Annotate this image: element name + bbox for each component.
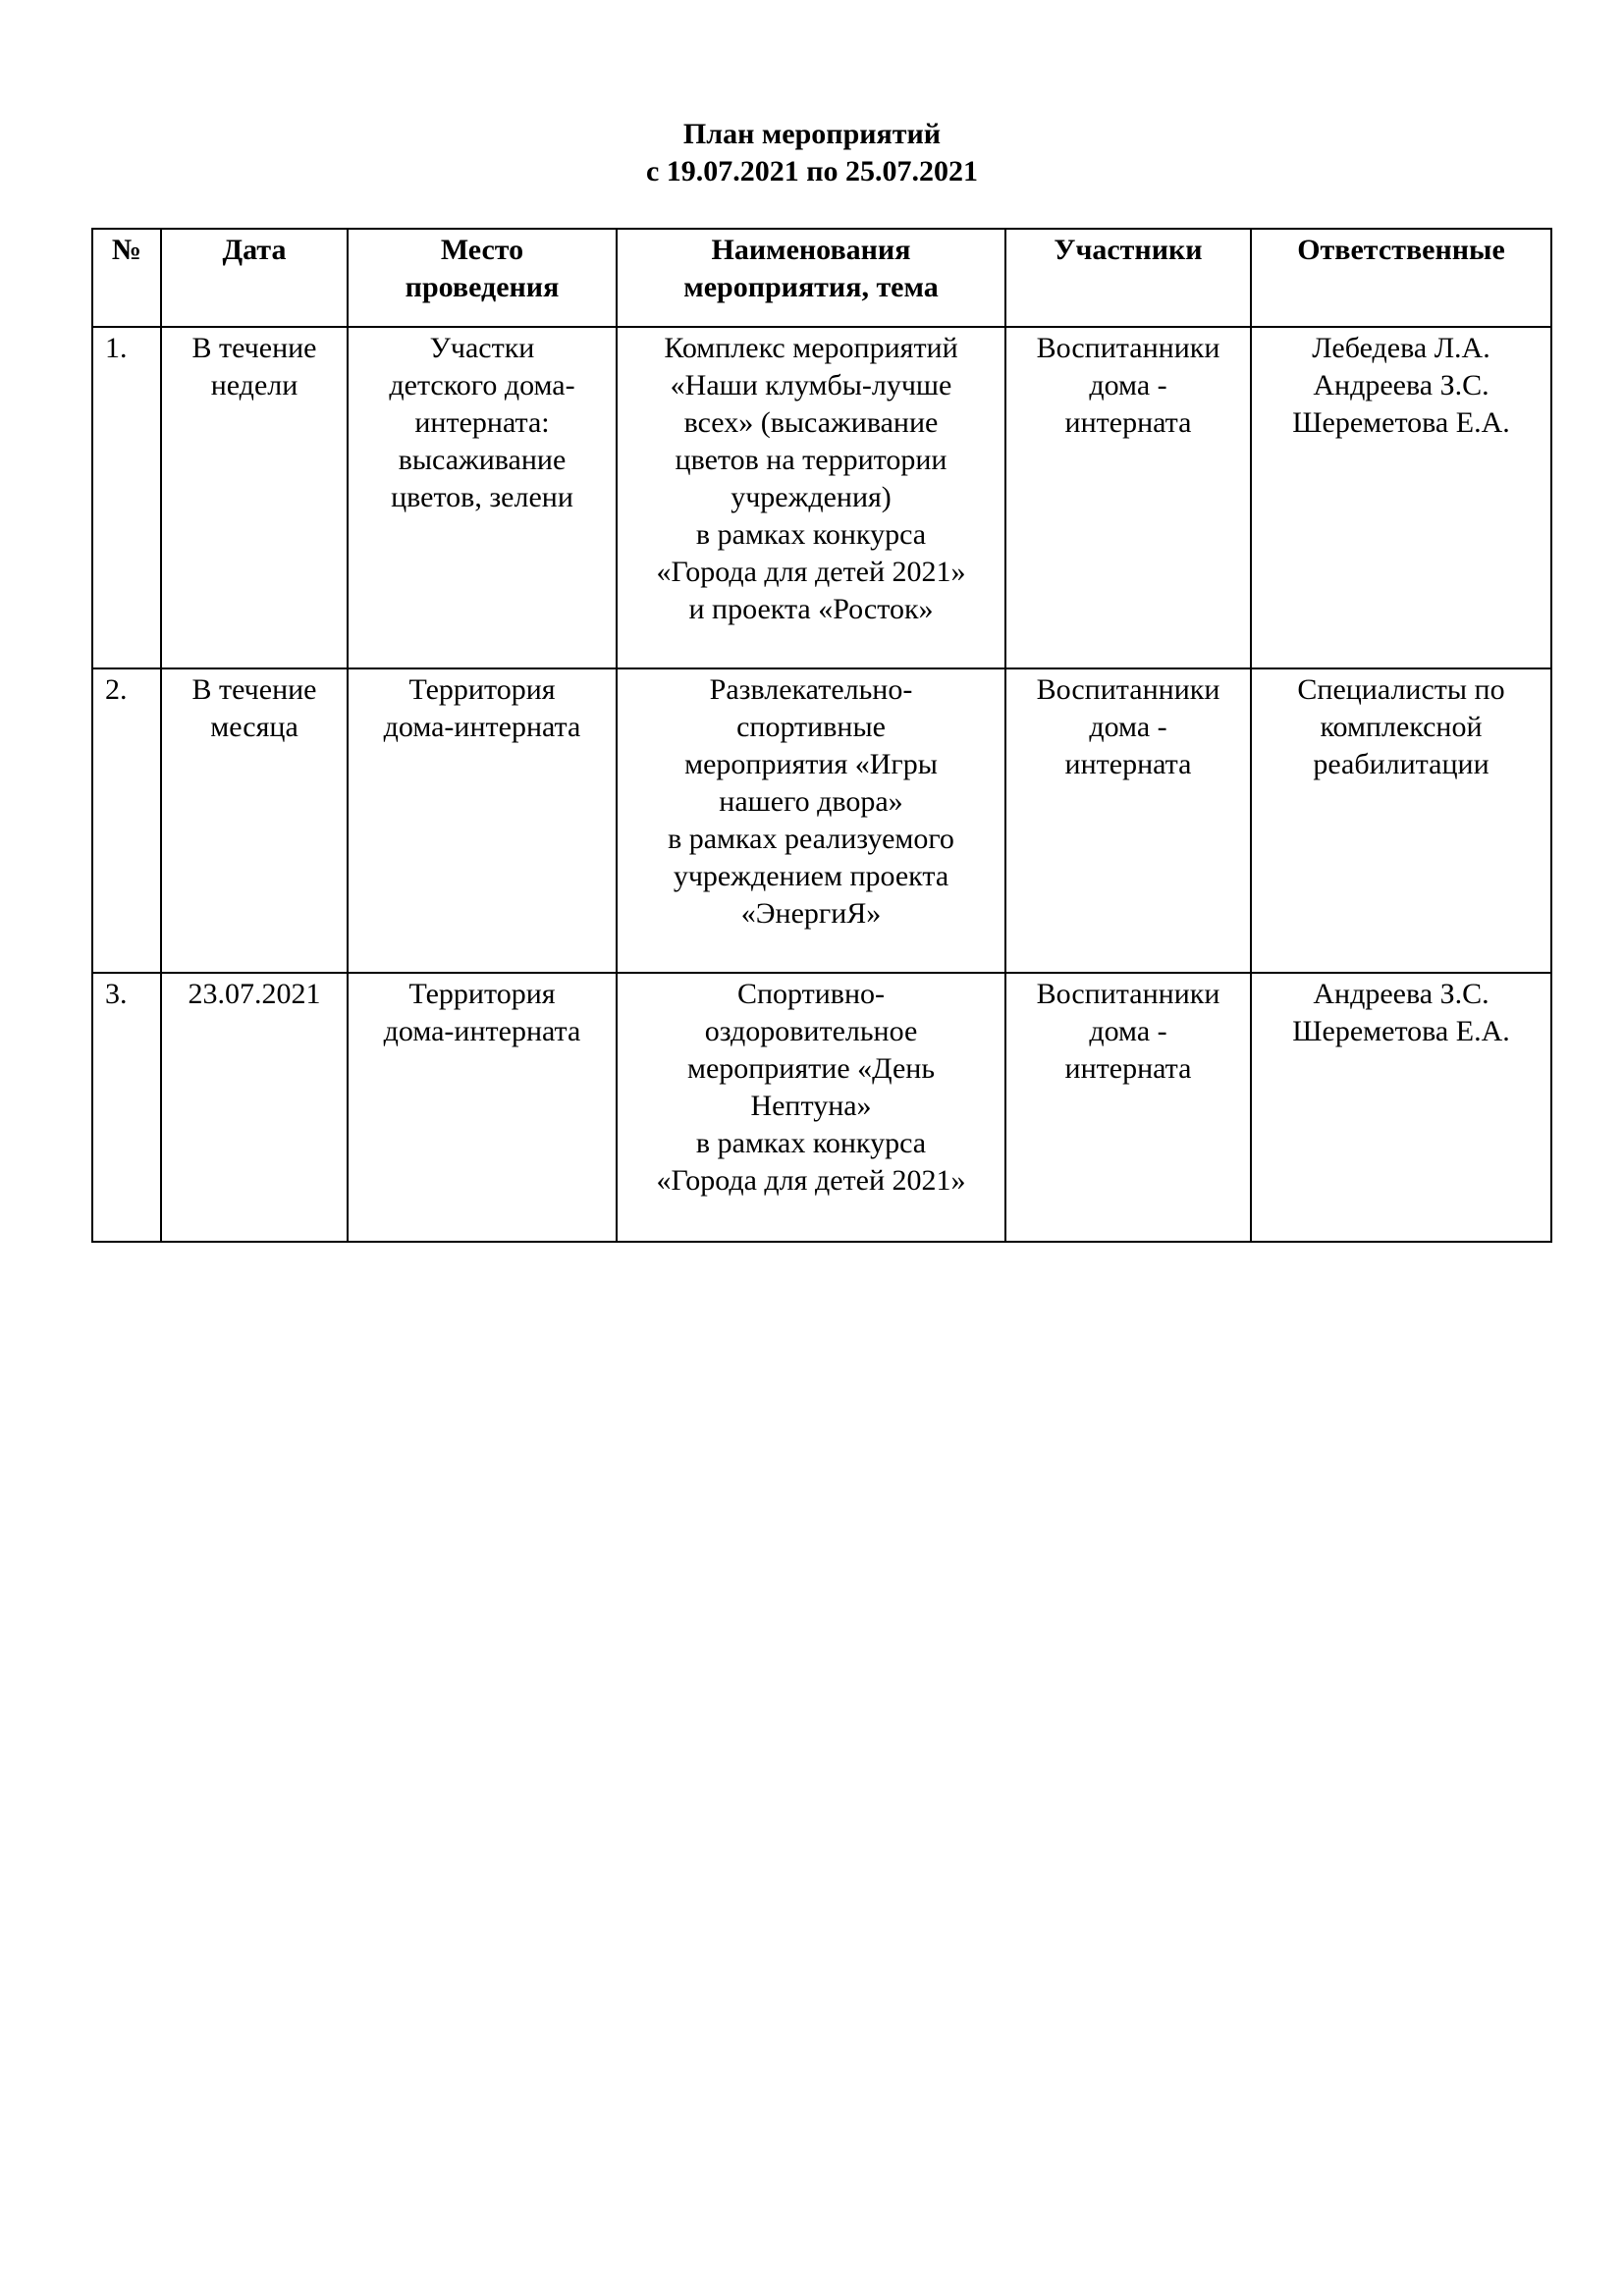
cell-participants bbox=[1005, 327, 1251, 668]
cell-line: и проекта «Росток» bbox=[688, 593, 934, 625]
cell-date bbox=[161, 973, 348, 1242]
cell-line: Воспитанники bbox=[1036, 673, 1220, 706]
cell-line: «Наши клумбы-лучше bbox=[670, 369, 952, 401]
cell-line: дома-интерната bbox=[383, 1015, 581, 1047]
cell-date bbox=[161, 668, 348, 973]
cell-line: дома-интерната bbox=[383, 711, 581, 743]
cell-line: Место bbox=[440, 234, 524, 266]
table-row bbox=[92, 668, 1551, 973]
cell-num: 2. bbox=[92, 668, 161, 973]
cell-line: Андреева З.С. bbox=[1313, 978, 1489, 1010]
cell-line: мероприятия, тема bbox=[683, 271, 939, 303]
cell-place bbox=[348, 668, 617, 973]
cell-num: 3. bbox=[92, 973, 161, 1242]
cell-line: «ЭнергиЯ» bbox=[740, 897, 882, 930]
cell-responsible bbox=[1251, 973, 1551, 1242]
cell-line: Комплекс мероприятий bbox=[664, 332, 958, 364]
cell-participants bbox=[1005, 973, 1251, 1242]
cell-line: комплексной bbox=[1320, 711, 1483, 743]
cell-line: Нептуна» bbox=[750, 1090, 872, 1122]
header-date bbox=[161, 229, 348, 327]
cell-line: в рамках конкурса bbox=[695, 1127, 927, 1159]
cell-line: В течение bbox=[191, 332, 317, 364]
cell-line: Территория bbox=[408, 978, 556, 1010]
cell-line: недели bbox=[210, 369, 298, 401]
cell-line: нашего двора» bbox=[719, 785, 903, 818]
cell-line: Воспитанники bbox=[1036, 332, 1220, 364]
cell-line: Дата bbox=[222, 234, 287, 266]
cell-line: Наименования bbox=[711, 234, 911, 266]
cell-line: мероприятия «Игры bbox=[684, 748, 938, 780]
cell-line: месяца bbox=[210, 711, 298, 743]
cell-line: Ответственные bbox=[1297, 234, 1505, 266]
cell-line: Специалисты по bbox=[1297, 673, 1505, 706]
table-row bbox=[92, 973, 1551, 1242]
header-event bbox=[617, 229, 1005, 327]
cell-line: цветов на территории bbox=[675, 444, 947, 476]
cell-line: детского дома- bbox=[389, 369, 575, 401]
cell-line: Андреева З.С. bbox=[1313, 369, 1489, 401]
cell-line: № bbox=[111, 234, 142, 266]
cell-event bbox=[617, 973, 1005, 1242]
cell-line: интерната: bbox=[414, 406, 550, 439]
cell-line: 23.07.2021 bbox=[188, 978, 321, 1010]
table-row bbox=[92, 327, 1551, 668]
cell-num: 1. bbox=[92, 327, 161, 668]
cell-line: «Города для детей 2021» bbox=[656, 556, 966, 588]
cell-line: цветов, зелени bbox=[391, 481, 573, 513]
cell-line: Территория bbox=[408, 673, 556, 706]
header-responsible bbox=[1251, 229, 1551, 327]
cell-line: в рамках конкурса bbox=[695, 518, 927, 551]
cell-line: оздоровительное bbox=[704, 1015, 918, 1047]
cell-event bbox=[617, 668, 1005, 973]
cell-event bbox=[617, 327, 1005, 668]
cell-line: реабилитации bbox=[1313, 748, 1489, 780]
cell-place bbox=[348, 327, 617, 668]
cell-line: учреждения) bbox=[731, 481, 892, 513]
cell-line: дома - bbox=[1089, 369, 1167, 401]
cell-line: интерната bbox=[1064, 406, 1192, 439]
cell-line: Спортивно- bbox=[736, 978, 886, 1010]
cell-line: Шереметова Е.А. bbox=[1292, 1015, 1510, 1047]
cell-line: Развлекательно- bbox=[709, 673, 913, 706]
cell-participants bbox=[1005, 668, 1251, 973]
cell-line: интерната bbox=[1064, 1052, 1192, 1085]
title-line-1: План мероприятий bbox=[682, 118, 942, 150]
header-participants bbox=[1005, 229, 1251, 327]
document-title bbox=[0, 116, 1624, 190]
cell-line: дома - bbox=[1089, 711, 1167, 743]
cell-line: Участники bbox=[1054, 234, 1203, 266]
cell-line: мероприятие «День bbox=[686, 1052, 936, 1085]
cell-line: высаживание bbox=[398, 444, 567, 476]
cell-line: Воспитанники bbox=[1036, 978, 1220, 1010]
events-table bbox=[91, 228, 1552, 1243]
cell-line: всех» (высаживание bbox=[683, 406, 939, 439]
cell-responsible bbox=[1251, 668, 1551, 973]
cell-line: Лебедева Л.А. bbox=[1312, 332, 1490, 364]
header-num bbox=[92, 229, 161, 327]
cell-date bbox=[161, 327, 348, 668]
cell-responsible bbox=[1251, 327, 1551, 668]
cell-line: Шереметова Е.А. bbox=[1292, 406, 1510, 439]
cell-line: дома - bbox=[1089, 1015, 1167, 1047]
cell-line: «Города для детей 2021» bbox=[656, 1164, 966, 1197]
cell-line: спортивные bbox=[736, 711, 886, 743]
header-place bbox=[348, 229, 617, 327]
cell-line: интерната bbox=[1064, 748, 1192, 780]
cell-line: учреждением проекта bbox=[673, 860, 949, 892]
cell-line: проведения bbox=[405, 271, 560, 303]
cell-line: в рамках реализуемого bbox=[668, 823, 954, 855]
table-header-row bbox=[92, 229, 1551, 327]
cell-line: В течение bbox=[191, 673, 317, 706]
cell-line: Участки bbox=[429, 332, 535, 364]
title-line-2: с 19.07.2021 по 25.07.2021 bbox=[645, 155, 979, 187]
cell-place bbox=[348, 973, 617, 1242]
